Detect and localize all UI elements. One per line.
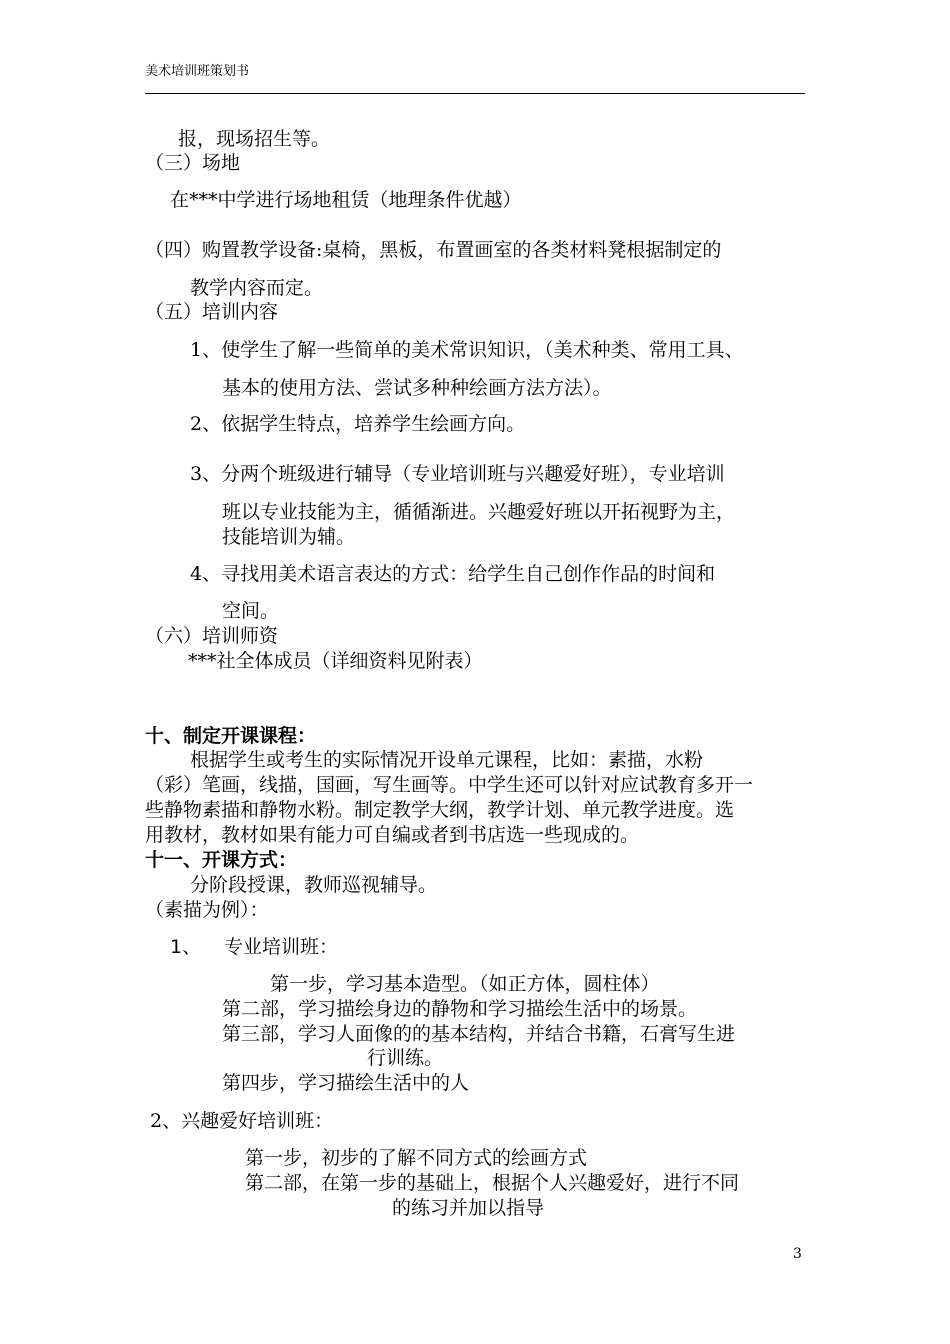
list-number: 1、 [170, 936, 202, 958]
chapter-heading: 十、制定开课课程： [145, 725, 317, 747]
text-line: 技能培训为辅。 [222, 526, 356, 548]
text-line: 行训练。 [367, 1047, 444, 1069]
text-line: 第三部，学习人面像的的基本结构，并结合书籍，石膏写生进 [222, 1023, 736, 1045]
text-line: 第二部，学习描绘身边的静物和学习描绘生活中的场景。 [222, 998, 698, 1020]
list-item: 1、使学生了解一些简单的美术常识知识，（美术种类、常用工具、 [190, 339, 744, 361]
text-line: 第四步，学习描绘生活中的人 [222, 1072, 470, 1094]
section-heading: （五）培训内容 [145, 301, 279, 323]
paragraph-line: 用教材，教材如果有能力可自编或者到书店选一些现成的。 [145, 824, 640, 846]
subheading: 专业培训班： [224, 936, 339, 958]
section-heading: （三）场地 [145, 152, 241, 174]
text-line: ***社全体成员（详细资料见附表） [188, 650, 483, 672]
paragraph-line: 分阶段授课，教师巡视辅导。 [190, 874, 438, 896]
text-line: 教学内容而定。 [190, 277, 324, 299]
text-line: 在***中学进行场地租赁（地理条件优越） [170, 189, 522, 211]
section-heading: （六）培训师资 [145, 625, 279, 647]
page-number: 3 [793, 1246, 802, 1262]
text-line: 第一步，学习基本造型。（如正方体，圆柱体） [270, 973, 660, 995]
paragraph-line: 些静物素描和静物水粉。制定教学大纲，教学计划、单元教学进度。选 [145, 799, 735, 821]
header-rule [145, 93, 805, 94]
subheading: 2、兴趣爱好培训班： [150, 1110, 334, 1132]
text-line: （素描为例）： [145, 899, 269, 921]
section-heading: （四）购置教学设备:桌椅，黑板，布置画室的各类材料凳根据制定的 [145, 239, 722, 261]
text-line: 第二部，在第一步的基础上，根据个人兴趣爱好，进行不同 [245, 1172, 740, 1194]
text-line: 第一步，初步的了解不同方式的绘画方式 [245, 1147, 588, 1169]
list-item: 2、依据学生特点，培养学生绘画方向。 [190, 413, 526, 435]
list-item: 3、分两个班级进行辅导（专业培训班与兴趣爱好班），专业培训 [190, 463, 725, 485]
text-line: 报，现场招生等。 [178, 128, 331, 150]
page-header-title: 美术培训班策划书 [145, 64, 250, 79]
paragraph-line: （彩）笔画，线描，国画，写生画等。中学生还可以针对应试教育多开一 [145, 774, 754, 796]
text-line: 班以专业技能为主，循循渐进。兴趣爱好班以开拓视野为主， [222, 501, 736, 523]
chapter-heading: 十一、开课方式： [145, 849, 298, 871]
text-line: 基本的使用方法、尝试多种种绘画方法方法）。 [222, 377, 612, 399]
paragraph-line: 根据学生或考生的实际情况开设单元课程，比如：素描，水粉 [190, 749, 704, 771]
text-line: 空间。 [222, 600, 280, 622]
text-line: 的练习并加以指导 [392, 1197, 545, 1219]
list-item: 4、寻找用美术语言表达的方式：给学生自己创作作品的时间和 [190, 563, 716, 585]
